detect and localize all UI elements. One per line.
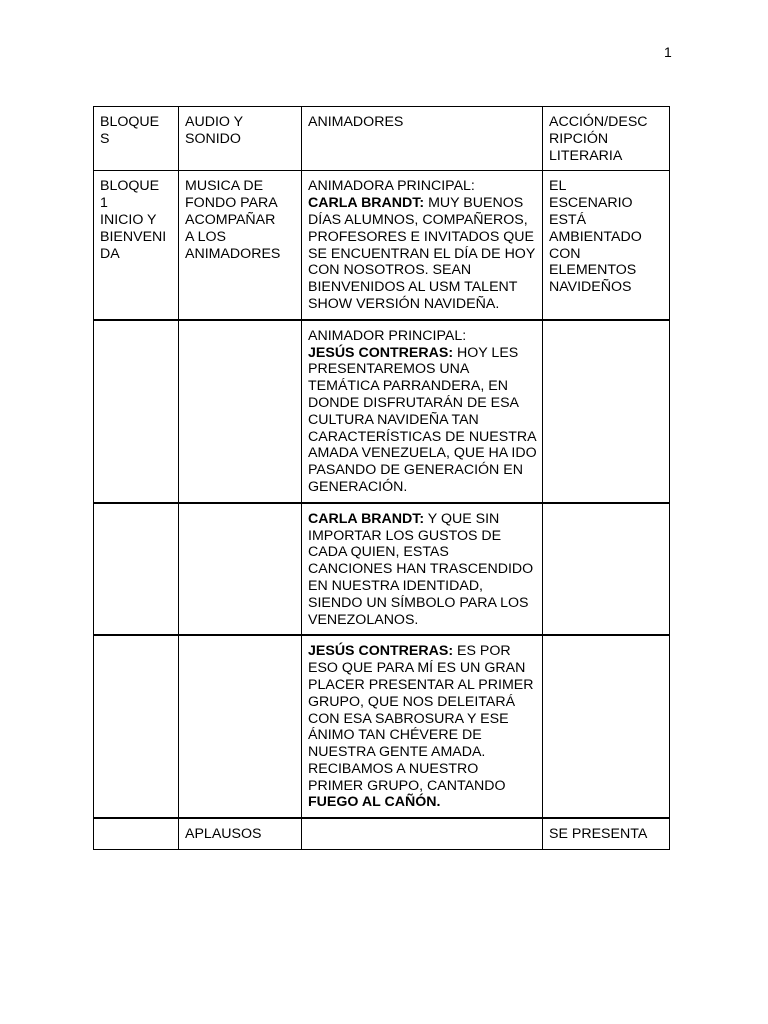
audio-line: A LOS [185,228,227,245]
audio-line: FONDO PARA [185,195,278,212]
action-line: AMBIENTADO [549,228,642,245]
speech-text: ES POR ESO QUE PARA MÍ ES UN GRAN PLACER PRESENTAR AL PRIMER GRUPO, QUE NOS DELEITARÁ CON ESA SABROSURA Y ESE ÁNIMO TAN CHÉVERE DE NUESTRA GENTE AMADA. RECIBAMOS A NUESTRO PRIMER GRUPO, CANTANDO [308,643,534,794]
table-row [94,635,670,818]
song-title: FUEGO AL CAÑÓN. [308,794,441,811]
block-cell [94,320,179,503]
block-line: INICIO Y [100,211,157,228]
audio-cell [179,635,302,818]
action-cell [543,320,670,503]
speaker-name: CARLA BRANDT: [308,510,425,527]
speech-text: HOY LES PRESENTAREMOS UNA TEMÁTICA PARRANDERA, EN DONDE DISFRUTARÁN DE ESA CULTURA NAVIDEÑA TAN CARACTERÍSTICAS DE NUESTRA AMADA VENEZUELA, QUE HA IDO PASANDO DE GENERACIÓN EN GENERACIÓN. [308,344,537,495]
block-cell [94,818,179,849]
audio-cell [179,818,302,849]
action-text: SE PRESENTA [549,826,648,843]
speaker-name: JESÚS CONTRERAS: [308,344,454,361]
action-cell [543,635,670,818]
block-cell [94,635,179,818]
action-line: EL [549,178,567,195]
action-line: NAVIDEÑOS [549,279,632,296]
audio-text: APLAUSOS [185,826,262,843]
block-cell [94,503,179,636]
host-cell [302,635,543,818]
action-cell [543,503,670,636]
block-line: 1 [100,195,108,212]
header-accion-line: LITERARIA [549,147,623,164]
speech-text: MUY BUENOS DÍAS ALUMNOS, COMPAÑEROS, PROFESORES E INVITADOS QUE SE ENCUENTRAN EL DÍA DE HOY CON NOSOTROS. SEAN BIENVENIDOS AL USM TALENT SHOW VERSIÓN NAVIDEÑA. [308,195,536,312]
block-line: DA [100,245,120,262]
script-table [93,106,670,850]
action-line: ELEMENTOS [549,262,637,279]
table-row [94,818,670,849]
host-cell [302,818,543,849]
table-row [94,171,670,320]
block-line: BIENVENI [100,228,167,245]
table-header-row [94,107,670,171]
header-audio-sonido [179,107,302,171]
header-accion-line: ACCIÓN/DESC [549,114,648,130]
audio-line: ACOMPAÑAR [185,211,276,228]
host-cell [302,171,543,320]
action-cell [543,171,670,320]
table-row [94,320,670,503]
header-bloques [94,107,179,171]
block-cell [94,171,179,320]
audio-cell [179,503,302,636]
audio-cell [179,171,302,320]
header-animadores [302,107,543,171]
header-bloques-line: S [100,130,110,147]
audio-line: MUSICA DE [185,178,264,195]
host-role: ANIMADOR PRINCIPAL: [308,327,467,344]
header-audio-line: AUDIO Y [185,114,244,130]
action-line: ESTÁ [549,211,587,228]
block-line: BLOQUE [100,178,160,195]
action-cell [543,818,670,849]
speaker-name: JESÚS CONTRERAS: [308,643,454,660]
header-bloques-line: BLOQUE [100,114,160,130]
header-accion-line: RIPCIÓN [549,130,609,147]
header-audio-line: SONIDO [185,130,241,147]
speaker-name: CARLA BRANDT: [308,195,425,212]
header-animadores-text: ANIMADORES [308,114,404,130]
header-accion-descripcion [543,107,670,171]
host-role: ANIMADORA PRINCIPAL: [308,178,475,195]
host-cell [302,320,543,503]
page-number: 1 [664,44,672,60]
host-cell [302,503,543,636]
audio-cell [179,320,302,503]
audio-line: ANIMADORES [185,245,281,262]
action-line: CON [549,245,581,262]
table-row [94,503,670,636]
speech-text: Y QUE SIN IMPORTAR LOS GUSTOS DE CADA QUIEN, ESTAS CANCIONES HAN TRASCENDIDO EN NUESTRA IDENTIDAD, SIENDO UN SÍMBOLO PARA LOS VENEZOLANOS. [308,510,534,628]
action-line: ESCENARIO [549,195,633,212]
